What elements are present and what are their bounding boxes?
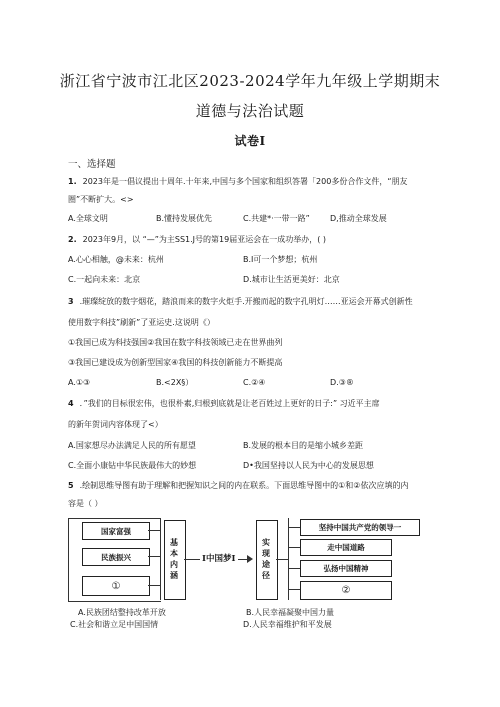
q5-stem-line2: 容是（ ） (68, 499, 103, 508)
connector (288, 568, 300, 569)
connector (148, 556, 160, 557)
q5-option-d[interactable]: D.人民幸福维护和平发展 (243, 620, 332, 629)
q4-option-d[interactable]: D•我国坚持以人民为中心的发展思想 (243, 461, 374, 470)
q3-option-c[interactable]: C.②④ (243, 378, 266, 387)
right-item-1: 坚持中国共产党的领导一 (300, 519, 420, 536)
q3-option-d[interactable]: D.③® (330, 378, 354, 387)
arrow-right-icon (247, 555, 253, 563)
q3-stem-line2: 使用数字科技”刷新”了亚运史.这说明《） (68, 318, 215, 327)
right-item-blank-2: ② (300, 581, 392, 600)
q1-option-b[interactable]: B.懂持发展优先 (156, 214, 213, 223)
connector (288, 547, 300, 548)
q5-option-b[interactable]: B.人民幸福凝聚中国力量 (246, 608, 335, 617)
q1-option-c[interactable]: C.共建*·一带一路” (243, 214, 310, 223)
left-item-2: 民族振兴 (82, 548, 150, 566)
q4-option-b[interactable]: B.发展的根本目的是缩小城乡差距 (243, 441, 364, 450)
exam-title-line1: 浙江省宁波市江北区2023-2024学年九年级上学期期末 (59, 72, 441, 90)
left-item-blank-1: ① (82, 576, 150, 596)
q2-option-c[interactable]: C.一起向未来：北京 (68, 275, 141, 284)
q4-number: 4 (68, 399, 74, 408)
q4-stem-line1 (68, 399, 380, 409)
connector (160, 518, 161, 600)
paper-label: 试卷Ⅰ (234, 134, 266, 148)
q5-option-a[interactable]: A.民族团结整持改革开放 (78, 608, 166, 617)
q1-option-d[interactable]: D,推动全球发展 (330, 214, 387, 223)
right-item-3: 弘扬中国精神 (300, 560, 392, 577)
q2-stem (68, 235, 326, 245)
section-heading: 一、选择题 (68, 159, 116, 170)
q5-number: 5 (68, 481, 74, 490)
q1-number: 1. (68, 177, 77, 186)
connector (288, 527, 300, 528)
mind-map-diagram (68, 516, 428, 604)
q3-option-b[interactable]: B.<2X§） (156, 378, 194, 387)
q2-option-d[interactable]: D.城市让生活更美好：北京 (243, 275, 340, 284)
q3-statements-2: ③我国已建设成为创新型国家④我国的科技创新能力不断提高 (68, 358, 283, 367)
q1-option-a[interactable]: A.全球文明 (68, 214, 108, 223)
q2-option-b[interactable]: B.I可一个梦想；杭州 (243, 255, 318, 264)
connector (288, 589, 300, 590)
q2-text: 2023年9月，以 “—”为主SS1.J号的第19届亚运会在一成功举办，( ) (82, 235, 327, 244)
q1-stem-line2: 圈”不断扩大。<> (68, 195, 134, 204)
q3-text: .璀璨绽放的数字烟花，踏浪而来的数字火炬手.开搬而起的数字孔明灯……亚运会开幕式创新性 (79, 297, 413, 306)
q1-text: 2023年是一倡议提出十周年.十年来,中国与多个国家和组织答署「200多份合作文件，“朋友 (82, 177, 408, 186)
q4-stem-line2: 的新年贺词内容体现了<） (68, 420, 163, 429)
q4-text: ．”我们的目标很宏伟，也很朴素,归根到底就是让老百姓过上更好的日子:” 习近平主席 (79, 399, 380, 408)
q4-option-a[interactable]: A.国家想尽办法满足人民的所有愿望 (68, 441, 196, 450)
q3-number: 3 (68, 297, 74, 306)
connector (148, 585, 160, 586)
q1-stem-line1 (68, 177, 407, 187)
basic-connotation-box: 基本内涵 (164, 520, 186, 600)
right-item-2: 走中国道路 (300, 539, 392, 556)
connector (184, 559, 200, 560)
left-item-1: 国家富强 (82, 522, 150, 540)
connector (276, 559, 288, 560)
q4-option-c[interactable]: C.全面小康钻中华民族最伟大的妙想 (68, 461, 197, 470)
realization-path-box: 实现途径 (256, 520, 278, 600)
q2-option-a[interactable]: A.心心相触，@未来：杭州 (68, 255, 164, 264)
q3-stem-line1 (68, 297, 413, 307)
q2-number: 2. (68, 235, 77, 244)
chinese-dream-label: I中国梦I (202, 554, 236, 564)
connector (148, 530, 160, 531)
q5-stem-line1 (68, 481, 408, 491)
q5-option-c[interactable]: C.社会和谐立足中国国情 (70, 620, 159, 629)
exam-title-line2: 道德与法治试题 (195, 102, 305, 120)
q3-option-a[interactable]: A.①③ (68, 378, 91, 387)
q3-statements-1: ①我国已成为科技强国②我国在数字科技领域已走在世界曲列 (68, 338, 283, 347)
q5-text: .绘制思维导图有助于理解和把握知识之间的内在联系。下面思维导图中的①和②依次应填的内 (79, 481, 409, 490)
